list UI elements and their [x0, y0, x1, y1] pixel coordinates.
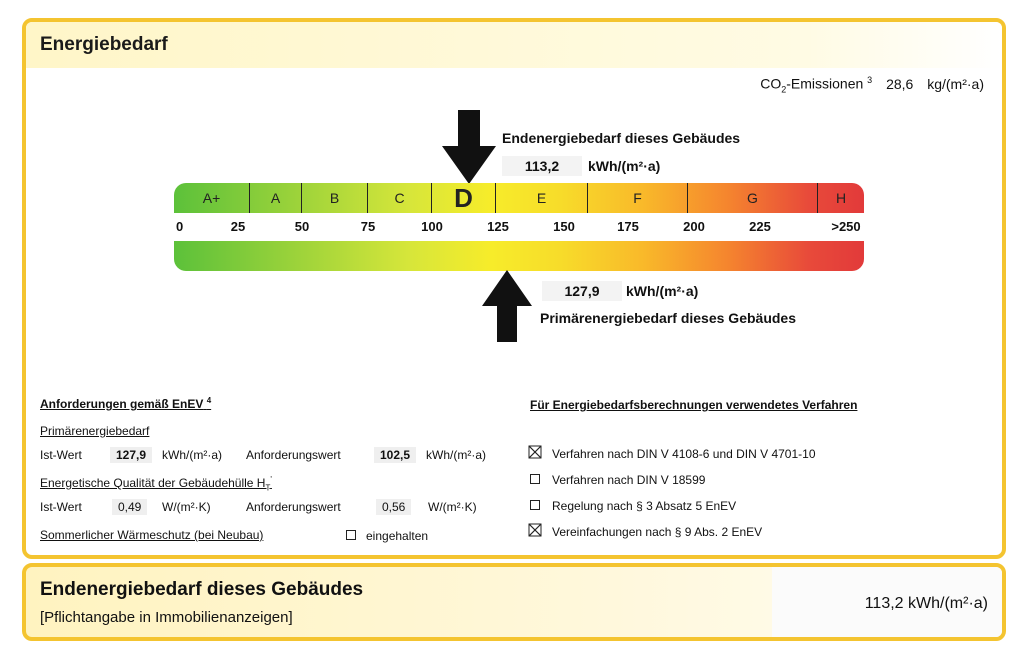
- scale-ticks: [174, 219, 864, 237]
- class-label: A: [270, 190, 281, 206]
- class-label: E: [536, 190, 547, 206]
- envelope-ist-value: 0,49: [112, 499, 147, 515]
- scale-tick-label: 100: [421, 219, 443, 234]
- class-segment-a-plus: [174, 183, 250, 213]
- envelope-req-label: Anforderungswert: [246, 500, 341, 514]
- primary-energy-arrow-icon: [482, 270, 532, 342]
- co2-label-suffix: -Emissionen: [786, 75, 864, 92]
- class-label: A+: [202, 190, 221, 206]
- scale-tick-label: 25: [230, 219, 246, 234]
- co2-unit: kg/(m²·a): [927, 75, 984, 92]
- co2-label-sub: 2: [781, 84, 787, 95]
- requirements-heading: [40, 396, 211, 411]
- procedure-checkbox-1[interactable]: [528, 445, 542, 459]
- class-label: H: [835, 190, 847, 206]
- class-segment-g: [688, 183, 818, 213]
- co2-label-prefix: CO: [760, 75, 782, 92]
- class-segment-b: [302, 183, 368, 213]
- footer-value: 113,2 kWh/(m²·a): [864, 595, 988, 612]
- scale-tick-label: >250: [831, 219, 861, 234]
- co2-value: 28,6: [886, 75, 914, 92]
- end-energy-arrow-icon: [442, 110, 496, 184]
- envelope-heading-text: Energetische Qualität der Gebäudehülle H: [40, 476, 266, 490]
- page-title: Energiebedarf: [40, 34, 168, 55]
- end-energy-value: 113,2: [502, 156, 582, 176]
- primary-req-unit: kWh/(m²·a): [426, 448, 486, 462]
- summer-protection-checkbox[interactable]: [346, 530, 356, 540]
- envelope-req-unit: W/(m²·K): [428, 500, 477, 514]
- procedure-label-1: Verfahren nach DIN V 4108-6 und DIN V 4701-10: [552, 447, 816, 461]
- primary-energy-label: Primärenergiebedarf dieses Gebäudes: [540, 310, 796, 326]
- envelope-ist-unit: W/(m²·K): [162, 500, 211, 514]
- class-label: G: [747, 190, 758, 206]
- primary-ist-label: Ist-Wert: [40, 448, 82, 462]
- class-segment-e: [496, 183, 588, 213]
- footer-panel: [22, 563, 1006, 641]
- class-segment-a: [250, 183, 302, 213]
- scale-tick-label: 75: [360, 219, 376, 234]
- summer-protection-label: Sommerlicher Wärmeschutz (bei Neubau): [40, 528, 264, 542]
- energy-certificate-panel: [22, 18, 1006, 559]
- primary-energy-scale-bar: [174, 241, 864, 271]
- primary-energy-unit: kWh/(m²·a): [626, 283, 699, 299]
- scale-tick-label: 125: [487, 219, 509, 234]
- scale-tick-label: 200: [683, 219, 705, 234]
- title-band: [26, 22, 1002, 68]
- class-label: B: [329, 190, 340, 206]
- procedure-label-3: Regelung nach § 3 Absatz 5 EnEV: [552, 499, 737, 513]
- scale-tick-label: 150: [553, 219, 575, 234]
- energy-class-scale: [174, 183, 864, 213]
- procedure-checkbox-4[interactable]: [528, 523, 542, 537]
- requirements-footnote: 4: [206, 396, 212, 405]
- end-energy-unit: kWh/(m²·a): [588, 158, 661, 174]
- class-segment-h: [818, 183, 864, 213]
- primary-req-label: Anforderungswert: [246, 448, 341, 462]
- class-label: F: [633, 190, 642, 206]
- procedure-label-2: Verfahren nach DIN V 18599: [552, 473, 706, 487]
- co2-footnote: 3: [867, 75, 873, 85]
- scale-tick-label: 225: [749, 219, 771, 234]
- envelope-heading-sub: T: [265, 483, 271, 493]
- primary-ist-unit: kWh/(m²·a): [162, 448, 222, 462]
- end-energy-label: Endenergiebedarf dieses Gebäudes: [502, 130, 741, 146]
- class-label: C: [394, 190, 405, 206]
- class-label: D: [454, 183, 473, 213]
- primary-energy-heading: Primärenergiebedarf: [40, 424, 150, 438]
- procedure-checkbox-3[interactable]: [530, 500, 540, 510]
- co2-emissions: [760, 75, 984, 94]
- requirements-heading-text: Anforderungen gemäß EnEV: [40, 397, 204, 411]
- envelope-req-value: 0,56: [376, 499, 411, 515]
- procedure-label-4: Vereinfachungen nach § 9 Abs. 2 EnEV: [552, 525, 763, 539]
- footer-title: Endenergiebedarf dieses Gebäudes: [40, 579, 364, 600]
- procedure-checkbox-2[interactable]: [530, 474, 540, 484]
- primary-ist-value: 127,9: [110, 447, 152, 463]
- scale-tick-label: 50: [294, 219, 310, 234]
- scale-tick-label: 0: [176, 219, 184, 234]
- primary-req-value: 102,5: [374, 447, 416, 463]
- class-segment-d: [432, 183, 496, 213]
- footer-subtitle: [Pflichtangabe in Immobilienanzeigen]: [40, 609, 293, 626]
- summer-protection-checkbox-label: eingehalten: [366, 529, 429, 543]
- envelope-ist-label: Ist-Wert: [40, 500, 82, 514]
- primary-energy-value: 127,9: [542, 281, 622, 301]
- class-segment-f: [588, 183, 688, 213]
- procedures-heading: Für Energiebedarfsberechnungen verwendetes Verfahren: [530, 398, 858, 412]
- class-segment-c: [368, 183, 432, 213]
- envelope-heading: [40, 475, 272, 492]
- envelope-heading-sup: ': [270, 475, 272, 484]
- scale-tick-label: 175: [617, 219, 639, 234]
